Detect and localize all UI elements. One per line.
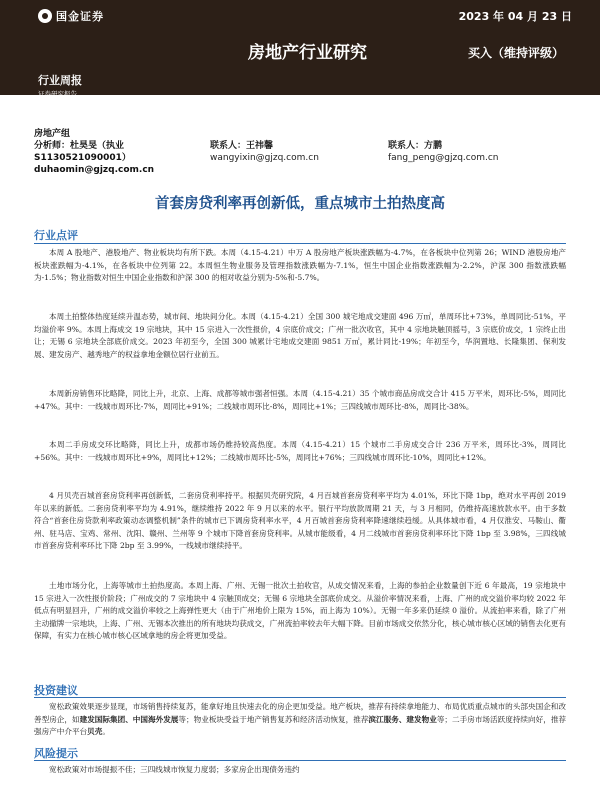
contact-1-name: 王祎馨 [246, 141, 274, 151]
paragraph-second-hand-sales: 本周二手房成交环比略降，同比上升，成都市场仍维持较高热度。本周（4.15-4.21）15 个城市二手房成交合计 236 万平米，周环比-3%，周同比+56%。其中：一线城市周环比+9%，周同比+12%；二线城市周环比-5%，周同比+76%；三四线城市周环比-10%，周同比+12%。 [34, 440, 566, 462]
section-divider [34, 243, 566, 244]
analyst-label: 分析师： [34, 141, 71, 151]
analyst-email: duhaomin@gjzq.com.cn [34, 165, 155, 175]
paragraph-mortgage-rate: 4 月贝壳百城首套房贷利率再创新低，二套房贷利率持平。根据贝壳研究院，4 月百城首套房贷利率平均为 4.01%，环比下降 1bp，绝对水平再创 2019 年以来的新低。二套房贷利率平均为 4.91%，继续维持 2022 年 9 月以来的水平。银行平均放款周期 21 天，与 3 月相同，仍维持高速放款水平。由于多数符合“首套住房贷款利率政策动态调整机制”条件的城市已下调房贷利率水平，4 月百城首套房贷利率降速继续趋缓。从具体城市看，4 月仅淮安、马鞍山、衢州、驻马店、宝鸡、常州、沈阳、赣州、兰州等 9 个城市下降首套房贷利率。从城市能级看，4 月二线城市首套房贷利率环比下降 1bp 至 3.98%，三四线城市首套房贷利率环比下降 2bp 至 3.99%，一线城市继续持平。 [34, 491, 566, 551]
report-title: 房地产行业研究 [248, 43, 367, 63]
paragraph-stock-performance: 本周 A 股地产、港股地产、物业板块均有所下跌。本周（4.15-4.21）中万 A 股房地产板块涨跌幅为-4.7%，在各板块中位列第 26；WIND 港股房地产板块涨跌幅为-4.1%，在各板块中位列第 22。本周恒生物业服务及管理指数涨跌幅为-7.1%，恒生中国企业指数涨跌幅为-2.2%，沪深 300 指数涨跌幅为-1.5%；物业指数对恒生中国企业指数和沪深 300 的相对收益分别为-5%和-5.7%。 [34, 248, 566, 283]
paragraph-new-home-sales: 本周新房销售环比略降，同比上升，北京、上海、成都等城市强者恒强。本周（4.15-4.21）35 个城市商品房成交合计 415 万平米，周环比-5%，周同比+47%。其中：一线城市周环比-7%，周同比+91%；二线城市周环比-8%，周同比+1%；三四线城市周环比-8%，周同比-38%。 [34, 389, 566, 411]
header-band [0, 0, 600, 98]
paragraph-investment-advice [34, 701, 566, 739]
advice-stock-1: 建发国际集团、中国海外发展 [79, 714, 179, 724]
contact-2-email: fang_peng@gjzq.com.cn [388, 153, 499, 163]
section-title-invest: 投资建议 [34, 684, 78, 697]
contact-2-label: 联系人： [388, 141, 425, 151]
contact-2 [388, 140, 499, 164]
contact-1 [210, 140, 319, 164]
analyst-block [34, 128, 154, 176]
advice-text-4: 。 [102, 727, 110, 737]
contact-1-email: wangyixin@gjzq.com.cn [210, 153, 319, 163]
paragraph-land-auction: 土地市场分化，上海等城市土拍热度高。本周上海、广州、无锡一批次土拍收官，从成交情况来看，上海的参拍企业数量创下近 6 年最高，19 宗地块中 15 宗进入一次性报价阶段；广州成交的 7 宗地块中 4 宗触顶成交；无锡 6 宗地块全部底价成交。从溢价率情况来看，上海、广州的成交溢价率均较 2022 年低点有明显回升，广州的成交溢价率较之上海弹性更大（由于广州地价上限为 15%，而上海为 10%）。无锡一年多来仍延续 0 溢价。从流拍率来看，除了广州主动撤牌一宗地块，上海、广州、无锡本次推出的所有地块均获成交，广州流拍率较去年大幅下降。目前市场成交依然分化，核心城市核心区域的销售去化更有保障，有实力在核心城市核心区域拿地的房企将更加受益。 [34, 581, 566, 641]
logo-icon [38, 9, 52, 23]
logo [38, 8, 104, 24]
advice-text-2: 等；物业板块受益于地产销售复苏和经济活动恢复，推荐 [178, 714, 369, 724]
logo-text: 国金证券 [56, 10, 104, 23]
advice-stock-3: 贝壳 [87, 727, 103, 737]
headline: 首套房贷利率再创新低，重点城市土拍热度高 [155, 196, 445, 212]
report-date: 2023 年 04 月 23 日 [458, 10, 572, 23]
paragraph-land-market: 本周土拍整体热度延续升温态势，城市间、地块间分化。本周（4.15-4.21）全国 300 城宅地成交建面 496 万㎡，单周环比+73%，单周同比-51%，平均溢价率 9%。本周上海成交 19 宗地块，其中 15 宗进入一次性报价，4 宗底价成交；广州一批次收官，其中 4 宗地块触顶摇号，3 宗底价成交，1 宗终止出让；无锡 6 宗地块全部底价成交。2023 年初至今，全国 300 城累计宅地成交建面 9851 万㎡，累计同比-19%；年初至今，华润置地、长隆集团、保利发展、建发房产、越秀地产的权益拿地金额位居行业前五。 [34, 312, 566, 359]
advice-text-1: 宽松政策效果逐步显现，市场销售持续复苏，能拿好地且快速去化的房企更加受益。地产板块，推荐有持续拿地能力、布局优质重点城市的头部央国企和改善型房企，如 [34, 702, 566, 724]
analyst-id: S1130521090001） [34, 153, 131, 163]
section-divider [34, 760, 566, 761]
analyst-name: 杜昊旻（执业 [70, 141, 125, 151]
rating: 买入（维持评级） [467, 46, 564, 60]
section-divider [34, 697, 566, 698]
analyst-group: 房地产组 [34, 129, 71, 139]
report-type: 行业周报 [38, 74, 82, 87]
advice-stock-2: 滨江服务、建发物业 [368, 714, 437, 724]
paragraph-risk: 宽松政策对市场提振不佳；三四线城市恢复力度弱；多家房企出现债务违约 [49, 765, 300, 774]
section-title-review: 行业点评 [34, 229, 78, 242]
section-title-risk: 风险提示 [34, 747, 78, 760]
advice-text-3: 等；二手房市场活跃度持续向好，推荐强房产中介平台 [34, 714, 567, 737]
contact-1-label: 联系人： [210, 141, 247, 151]
report-subtype: 证券研究报告 [38, 90, 77, 98]
contact-2-name: 方鹏 [424, 141, 443, 151]
